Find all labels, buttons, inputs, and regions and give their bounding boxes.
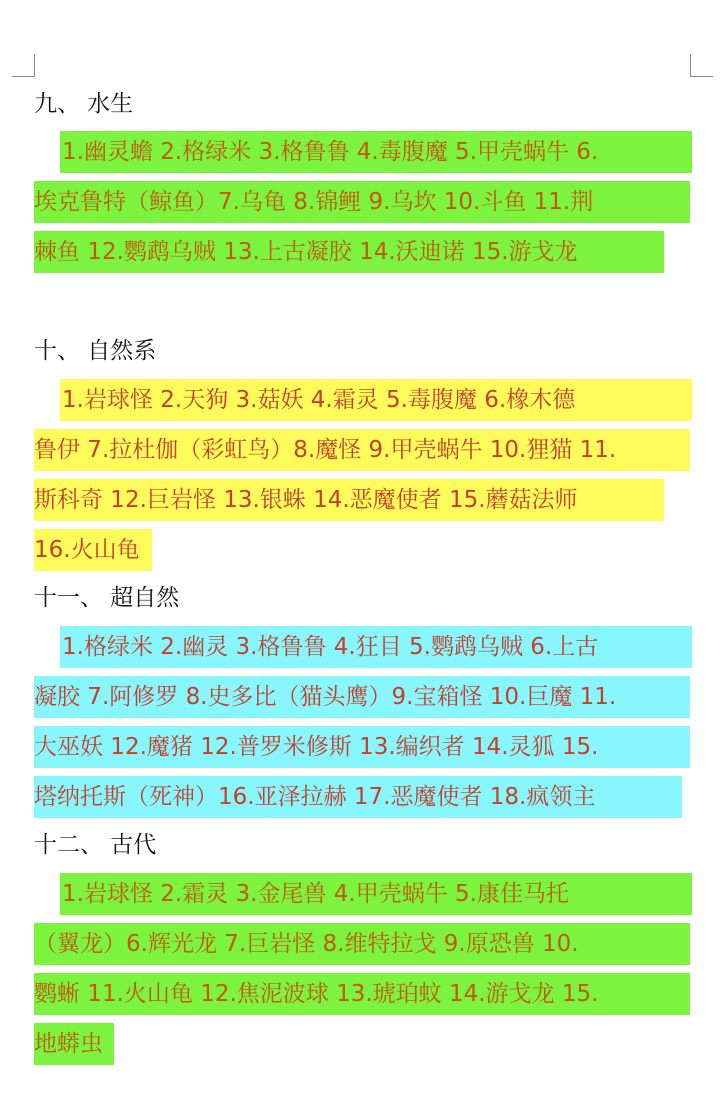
list-line: （翼龙）6.辉光龙 7.巨岩怪 8.维特拉戈 9.原恐兽 10.	[34, 923, 690, 965]
section-heading-ancient: 十二、 古代	[34, 832, 157, 858]
list-line: 大巫妖 12.魔猪 12.普罗米修斯 13.编织者 14.灵狐 15.	[34, 726, 690, 768]
list-line: 塔纳托斯（死神）16.亚泽拉赫 17.恶魔使者 18.疯领主	[34, 776, 682, 818]
list-line: 1.岩球怪 2.霜灵 3.金尾兽 4.甲壳蜗牛 5.康佳马托	[60, 873, 692, 915]
list-line: 地蟒虫	[34, 1023, 114, 1065]
list-line: 鹦蜥 11.火山龟 12.焦泥波球 13.琥珀蚊 14.游戈龙 15.	[34, 973, 690, 1015]
list-line: 埃克鲁特（鲸鱼）7.乌龟 8.锦鲤 9.乌坎 10.斗鱼 11.荆	[34, 181, 690, 223]
list-line: 凝胶 7.阿修罗 8.史多比（猫头鹰）9.宝箱怪 10.巨魔 11.	[34, 676, 690, 718]
page-corner-mark-left	[12, 54, 35, 77]
list-line: 1.格绿米 2.幽灵 3.格鲁鲁 4.狂目 5.鹦鹉乌贼 6.上古	[60, 626, 692, 668]
list-line: 16.火山龟	[34, 529, 152, 571]
list-line: 斯科奇 12.巨岩怪 13.银蛛 14.恶魔使者 15.蘑菇法师	[34, 479, 664, 521]
list-line: 1.幽灵蟾 2.格绿米 3.格鲁鲁 4.毒腹魔 5.甲壳蜗牛 6.	[60, 131, 692, 173]
section-heading-aquatic: 九、 水生	[34, 91, 134, 117]
section-heading-supernatural: 十一、 超自然	[34, 585, 180, 611]
list-line: 鲁伊 7.拉杜伽（彩虹鸟）8.魔怪 9.甲壳蜗牛 10.狸猫 11.	[34, 429, 690, 471]
list-line: 1.岩球怪 2.天狗 3.菇妖 4.霜灵 5.毒腹魔 6.橡木德	[60, 379, 692, 421]
page-corner-mark-right	[690, 54, 713, 77]
section-heading-nature: 十、 自然系	[34, 338, 157, 364]
list-line: 棘鱼 12.鹦鹉乌贼 13.上古凝胶 14.沃迪诺 15.游戈龙	[34, 231, 664, 273]
